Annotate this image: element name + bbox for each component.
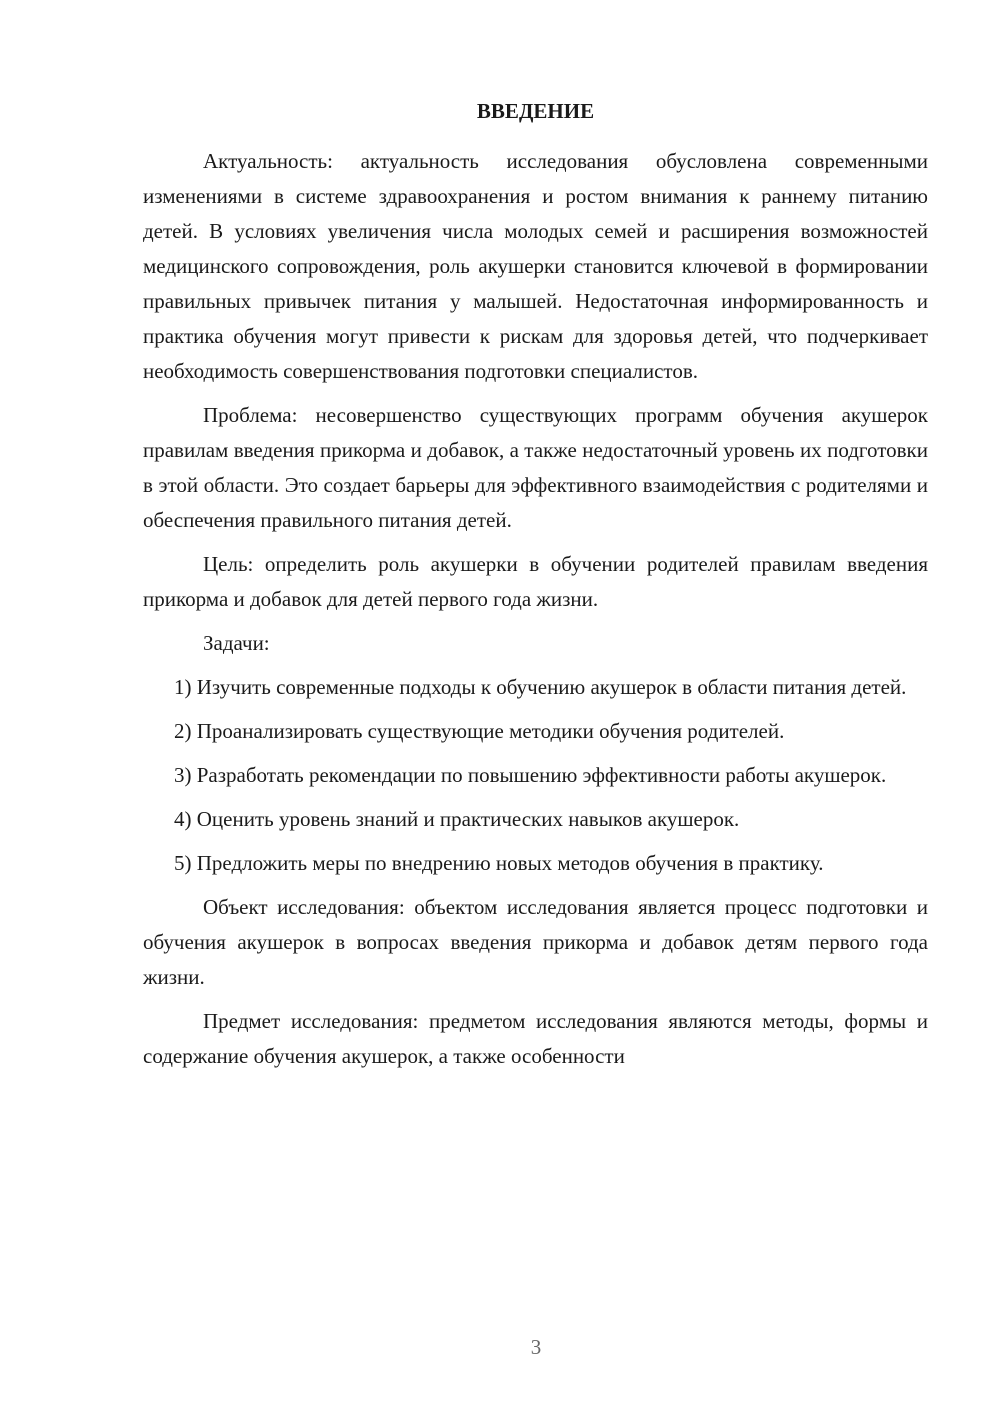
- paragraph-object: Объект исследования: объектом исследования является процесс подготовки и обучения акушерок в вопросах введения прикорма и добавок детям первого года жизни.: [143, 895, 928, 989]
- document-page: [143, 96, 928, 1074]
- task-item: 2) Проанализировать существующие методики обучения родителей.: [174, 719, 785, 743]
- page-number: 3: [530, 1335, 542, 1359]
- tasks-heading: Задачи:: [203, 631, 270, 655]
- task-item: 3) Разработать рекомендации по повышению эффективности работы акушерок.: [174, 763, 887, 787]
- paragraph-relevance: Актуальность: актуальность исследования обусловлена современными изменениями в системе здравоохранения и ростом внимания к раннему питанию детей. В условиях увеличения числа молодых семей и расширения возможностей медицинского сопровождения, роль акушерки становится ключевой в формировании правильных привычек питания у малышей. Недостаточная информированность и практика обучения могут привести к рискам для здоровья детей, что подчеркивает необходимость совершенствования подготовки специалистов.: [143, 149, 928, 383]
- paragraph-problem: Проблема: несовершенство существующих программ обучения акушерок правилам введения прикорма и добавок, а также недостаточный уровень их подготовки в этой области. Это создает барьеры для эффективного взаимодействия с родителями и обеспечения правильного питания детей.: [143, 403, 928, 532]
- task-item: 4) Оценить уровень знаний и практических навыков акушерок.: [174, 807, 740, 831]
- paragraph-subject: Предмет исследования: предметом исследования являются методы, формы и содержание обучения акушерок, а также особенности: [143, 1009, 928, 1068]
- paragraph-goal: Цель: определить роль акушерки в обучении родителей правилам введения прикорма и добавок для детей первого года жизни.: [143, 552, 928, 611]
- task-item: 1) Изучить современные подходы к обучению акушерок в области питания детей.: [174, 675, 907, 699]
- page-title: ВВЕДЕНИЕ: [476, 99, 595, 123]
- task-item: 5) Предложить меры по внедрению новых методов обучения в практику.: [174, 851, 824, 875]
